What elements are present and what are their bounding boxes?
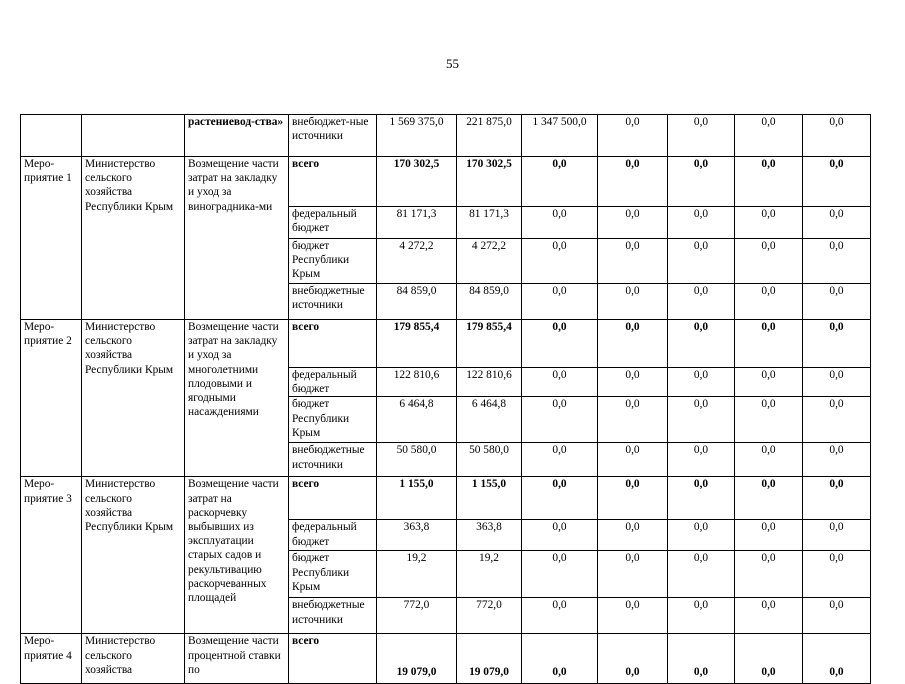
value-cell: 0,0	[522, 443, 598, 477]
executor-cell: Министерство сельского хозяйства	[82, 634, 185, 684]
value-cell: 0,0	[668, 598, 735, 634]
value-cell: 0,0	[598, 284, 668, 320]
funding-source-cell: внебюджетные источники	[289, 443, 377, 477]
value-cell: 0,0	[735, 634, 803, 684]
value-cell: 0,0	[803, 443, 871, 477]
value-cell: 0,0	[598, 551, 668, 598]
funding-source-cell: бюджет Республики Крым	[289, 397, 377, 443]
value-cell: 0,0	[735, 551, 803, 598]
value-cell: 122 810,6	[457, 368, 522, 397]
value-cell: 4 272,2	[457, 239, 522, 284]
value-cell: 0,0	[735, 239, 803, 284]
value-cell: 0,0	[522, 320, 598, 368]
value-cell: 0,0	[735, 115, 803, 157]
page-number: 55	[446, 56, 459, 71]
value-cell: 0,0	[522, 397, 598, 443]
value-cell: 50 580,0	[457, 443, 522, 477]
value-cell: 0,0	[668, 320, 735, 368]
value-cell: 0,0	[803, 239, 871, 284]
value-cell: 170 302,5	[457, 157, 522, 207]
value-cell: 122 810,6	[377, 368, 457, 397]
value-cell: 0,0	[735, 520, 803, 551]
executor-cell: Министерство сельского хозяйства Республики Крым	[82, 157, 185, 320]
value-cell: 170 302,5	[377, 157, 457, 207]
value-cell: 0,0	[803, 634, 871, 684]
funding-source-cell: всего	[289, 157, 377, 207]
value-cell: 0,0	[668, 551, 735, 598]
value-cell: 0,0	[803, 551, 871, 598]
executor-cell	[82, 115, 185, 157]
funding-source-cell: всего	[289, 634, 377, 684]
value-cell: 0,0	[668, 443, 735, 477]
value-cell: 1 347 500,0	[522, 115, 598, 157]
value-cell: 1 155,0	[457, 477, 522, 520]
measure-name-cell: Меро-приятие 1	[21, 157, 82, 320]
value-cell: 0,0	[598, 157, 668, 207]
description-cell: Возмещение части затрат на закладку и уход за виноградника-ми	[185, 157, 289, 320]
value-cell: 0,0	[803, 397, 871, 443]
value-cell: 0,0	[522, 598, 598, 634]
value-cell: 0,0	[598, 598, 668, 634]
value-cell: 0,0	[598, 368, 668, 397]
value-cell: 0,0	[668, 239, 735, 284]
value-cell: 0,0	[735, 368, 803, 397]
value-cell: 0,0	[803, 115, 871, 157]
value-cell: 0,0	[668, 520, 735, 551]
measure-name-cell: Меро-приятие 4	[21, 634, 82, 684]
budget-table	[20, 114, 871, 684]
value-cell: 0,0	[803, 477, 871, 520]
value-cell: 0,0	[735, 320, 803, 368]
value-cell: 0,0	[735, 598, 803, 634]
value-cell: 0,0	[598, 207, 668, 239]
value-cell: 0,0	[668, 207, 735, 239]
executor-cell: Министерство сельского хозяйства Республики Крым	[82, 320, 185, 477]
table-row	[21, 634, 871, 684]
value-cell: 363,8	[377, 520, 457, 551]
value-cell: 0,0	[522, 239, 598, 284]
value-cell: 4 272,2	[377, 239, 457, 284]
value-cell: 0,0	[522, 284, 598, 320]
value-cell: 0,0	[522, 551, 598, 598]
value-cell: 1 155,0	[377, 477, 457, 520]
value-cell: 81 171,3	[377, 207, 457, 239]
description-cell: Возмещение части затрат на раскорчевку выбывших из эксплуатации старых садов и рекультивацию раскорчеванных площадей	[185, 477, 289, 634]
funding-source-cell: внебюджетные источники	[289, 598, 377, 634]
funding-source-cell: всего	[289, 477, 377, 520]
value-cell: 6 464,8	[377, 397, 457, 443]
value-cell: 0,0	[735, 443, 803, 477]
value-cell: 0,0	[803, 368, 871, 397]
value-cell: 19 079,0	[457, 634, 522, 684]
value-cell: 0,0	[522, 477, 598, 520]
measure-name-cell: Меро-приятие 3	[21, 477, 82, 634]
value-cell: 0,0	[598, 520, 668, 551]
value-cell: 0,0	[735, 207, 803, 239]
value-cell: 0,0	[598, 443, 668, 477]
value-cell: 84 859,0	[457, 284, 522, 320]
funding-source-cell: федеральный бюджет	[289, 520, 377, 551]
table-row	[21, 115, 871, 157]
value-cell: 0,0	[598, 239, 668, 284]
value-cell: 84 859,0	[377, 284, 457, 320]
funding-source-cell: федеральный бюджет	[289, 368, 377, 397]
value-cell: 0,0	[522, 207, 598, 239]
value-cell: 0,0	[735, 397, 803, 443]
value-cell: 0,0	[803, 207, 871, 239]
value-cell: 0,0	[735, 284, 803, 320]
value-cell: 0,0	[735, 157, 803, 207]
funding-source-cell: всего	[289, 320, 377, 368]
value-cell: 0,0	[668, 634, 735, 684]
value-cell: 0,0	[668, 284, 735, 320]
value-cell: 0,0	[522, 520, 598, 551]
value-cell: 0,0	[803, 320, 871, 368]
value-cell: 0,0	[668, 397, 735, 443]
funding-source-cell: федеральный бюджет	[289, 207, 377, 239]
value-cell: 0,0	[598, 115, 668, 157]
value-cell: 221 875,0	[457, 115, 522, 157]
funding-source-cell: бюджет Республики Крым	[289, 551, 377, 598]
value-cell: 179 855,4	[457, 320, 522, 368]
value-cell: 0,0	[803, 520, 871, 551]
value-cell: 1 569 375,0	[377, 115, 457, 157]
measure-name-cell: Меро-приятие 2	[21, 320, 82, 477]
value-cell: 19,2	[457, 551, 522, 598]
funding-source-cell: внебюджет-ные источники	[289, 115, 377, 157]
funding-source-cell: внебюджетные источники	[289, 284, 377, 320]
value-cell: 363,8	[457, 520, 522, 551]
value-cell: 0,0	[803, 157, 871, 207]
value-cell: 0,0	[522, 157, 598, 207]
value-cell: 0,0	[522, 368, 598, 397]
value-cell: 19 079,0	[377, 634, 457, 684]
table-row	[21, 157, 871, 207]
value-cell: 0,0	[735, 477, 803, 520]
value-cell: 0,0	[803, 598, 871, 634]
table-row	[21, 477, 871, 520]
description-cell: Возмещение части затрат на закладку и уход за многолетними плодовыми и ягодными насаждениями	[185, 320, 289, 477]
value-cell: 6 464,8	[457, 397, 522, 443]
value-cell: 0,0	[598, 634, 668, 684]
value-cell: 0,0	[598, 477, 668, 520]
value-cell: 0,0	[668, 115, 735, 157]
value-cell: 0,0	[668, 477, 735, 520]
value-cell: 0,0	[803, 284, 871, 320]
value-cell: 179 855,4	[377, 320, 457, 368]
value-cell: 0,0	[598, 320, 668, 368]
value-cell: 772,0	[377, 598, 457, 634]
measure-name-cell	[21, 115, 82, 157]
value-cell: 772,0	[457, 598, 522, 634]
funding-source-cell: бюджет Республики Крым	[289, 239, 377, 284]
value-cell: 0,0	[668, 368, 735, 397]
executor-cell: Министерство сельского хозяйства Республики Крым	[82, 477, 185, 634]
value-cell: 0,0	[668, 157, 735, 207]
value-cell: 0,0	[522, 634, 598, 684]
value-cell: 0,0	[598, 397, 668, 443]
value-cell: 19,2	[377, 551, 457, 598]
table-row	[21, 320, 871, 368]
value-cell: 50 580,0	[377, 443, 457, 477]
value-cell: 81 171,3	[457, 207, 522, 239]
description-cell: растениевод-ства»	[185, 115, 289, 157]
description-cell: Возмещение части процентной ставки по	[185, 634, 289, 684]
